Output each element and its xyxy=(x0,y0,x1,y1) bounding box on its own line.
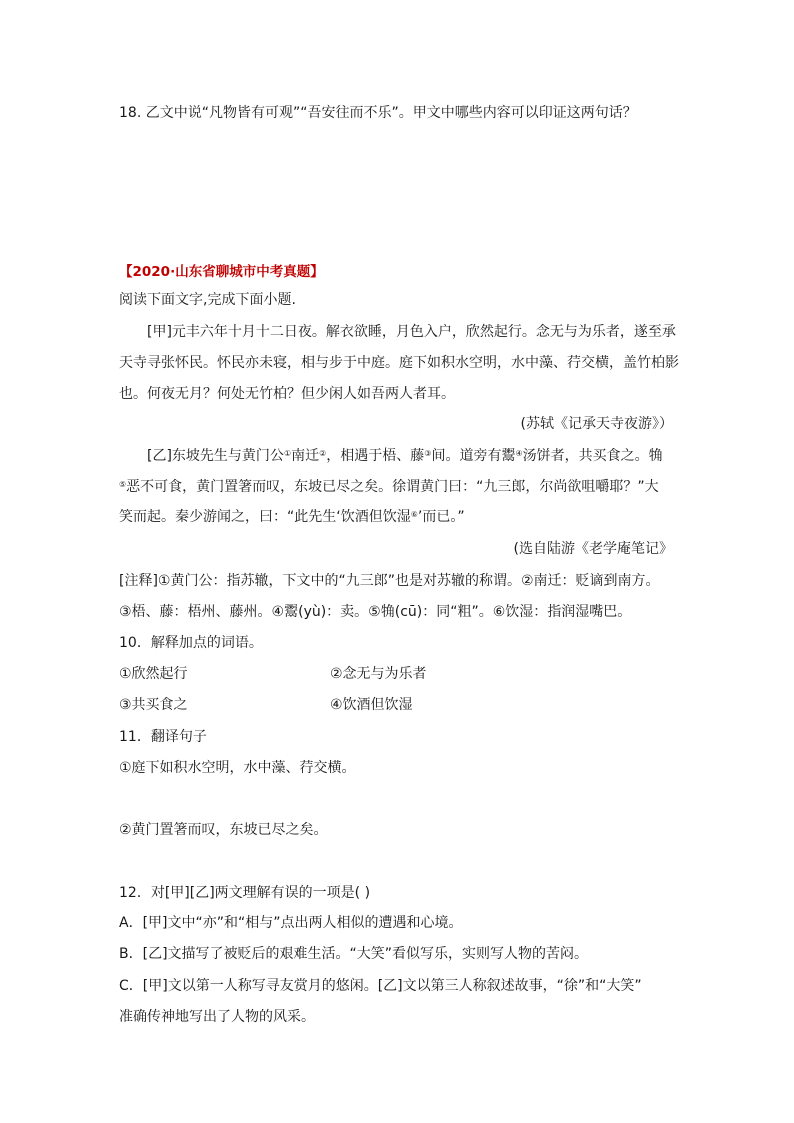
passage-yi-line-2 xyxy=(119,477,659,497)
note-ref-2: ② xyxy=(319,449,327,458)
question-11-sentence-1: ①庭下如积水空明，水中藻、荇交横。 xyxy=(119,760,356,776)
note-ref-1: ① xyxy=(283,449,292,458)
passage-jia-line-3: 也。何夜无月？何处无竹柏？但少闲人如吾两人者耳。 xyxy=(119,386,455,402)
question-12-option-a: A．[甲]文中“亦”和“相与”点出两人相似的遭遇和心境。 xyxy=(119,915,463,931)
question-10-item-4: ④饮酒但饮湿 xyxy=(330,697,413,713)
question-12-option-c: C．[甲]文以第一人称写寻友赏月的悠闲。[乙]文以第三人称叙述故事，“徐”和“大笑” xyxy=(119,978,642,994)
note-ref-6: ⑥ xyxy=(410,510,418,519)
question-18: 18. 乙文中说“凡物皆有可观”“吾安往而不乐”。甲文中哪些内容可以印证这两句话？ xyxy=(119,105,637,121)
question-10-item-2: ②念无与为乐者 xyxy=(330,666,427,682)
question-11-sentence-2: ②黄门置箸而叹，东坡已尽之矣。 xyxy=(119,822,328,838)
passage-yi-line-3 xyxy=(119,507,465,527)
question-12-option-c-cont: 准确传神地写出了人物的风采。 xyxy=(119,1009,315,1025)
notes-line-2: ③梧、藤：梧州、藤州。④鬻(yù)：卖。⑤觕(cū)：同“粗”。⑥饮湿：指润湿嘴巴。 xyxy=(119,604,632,620)
yi-text: 笑而起。秦少游闻之，曰：“此先生‘饮酒但饮湿 xyxy=(119,509,411,525)
section-heading: 【2020·山东省聊城市中考真题】 xyxy=(119,264,324,280)
passage-yi-source: (选自陆游《老学庵笔记》 xyxy=(513,541,673,557)
yi-text: 间。道旁有鬻 xyxy=(431,448,516,464)
notes-line-1: [注释]①黄门公：指苏辙，下文中的“九三郎”也是对苏辙的称谓。②南迁：贬谪到南方。 xyxy=(119,573,660,589)
instruction: 阅读下面文字,完成下面小题. xyxy=(119,292,296,308)
passage-jia-line-2: 天寺寻张怀民。怀民亦未寝，相与步于中庭。庭下如积水空明，水中藻、荇交横，盖竹柏影 xyxy=(119,355,679,371)
question-10-item-3: ③共买食之 xyxy=(119,697,188,713)
passage-yi-line-1 xyxy=(147,446,663,466)
yi-text: 恶不可食，黄门置箸而叹，东坡已尽之矣。徐谓黄门曰：“九三郎，尔尚欲咀嚼耶？”大 xyxy=(126,479,659,495)
yi-text: 汤饼者，共买食之。觕 xyxy=(522,448,663,464)
question-10-title: 10．解释加点的词语。 xyxy=(119,635,263,651)
yi-text: 南迁 xyxy=(291,448,320,464)
note-ref-5: ⑤ xyxy=(119,480,127,489)
question-12-title: 12．对[甲][乙]两文理解有误的一项是( ) xyxy=(119,885,371,901)
note-ref-3: ③ xyxy=(424,449,432,458)
yi-text: ’而已。” xyxy=(417,509,465,525)
question-12-option-b: B．[乙]文描写了被贬后的艰难生活。“大笑”看似写乐，实则写人物的苦闷。 xyxy=(119,946,589,962)
passage-jia-line-1: [甲]元丰六年十月十二日夜。解衣欲睡，月色入户，欣然起行。念无与为乐者，遂至承 xyxy=(147,324,676,340)
note-ref-4: ④ xyxy=(515,449,523,458)
question-11-title: 11．翻译句子 xyxy=(119,729,207,745)
yi-text: ，相遇于梧、藤 xyxy=(326,448,425,464)
question-10-item-1: ①欣然起行 xyxy=(119,666,188,682)
yi-text: [乙]东坡先生与黄门公 xyxy=(147,448,284,464)
passage-jia-source: (苏轼《记承天寺夜游》） xyxy=(520,416,673,432)
